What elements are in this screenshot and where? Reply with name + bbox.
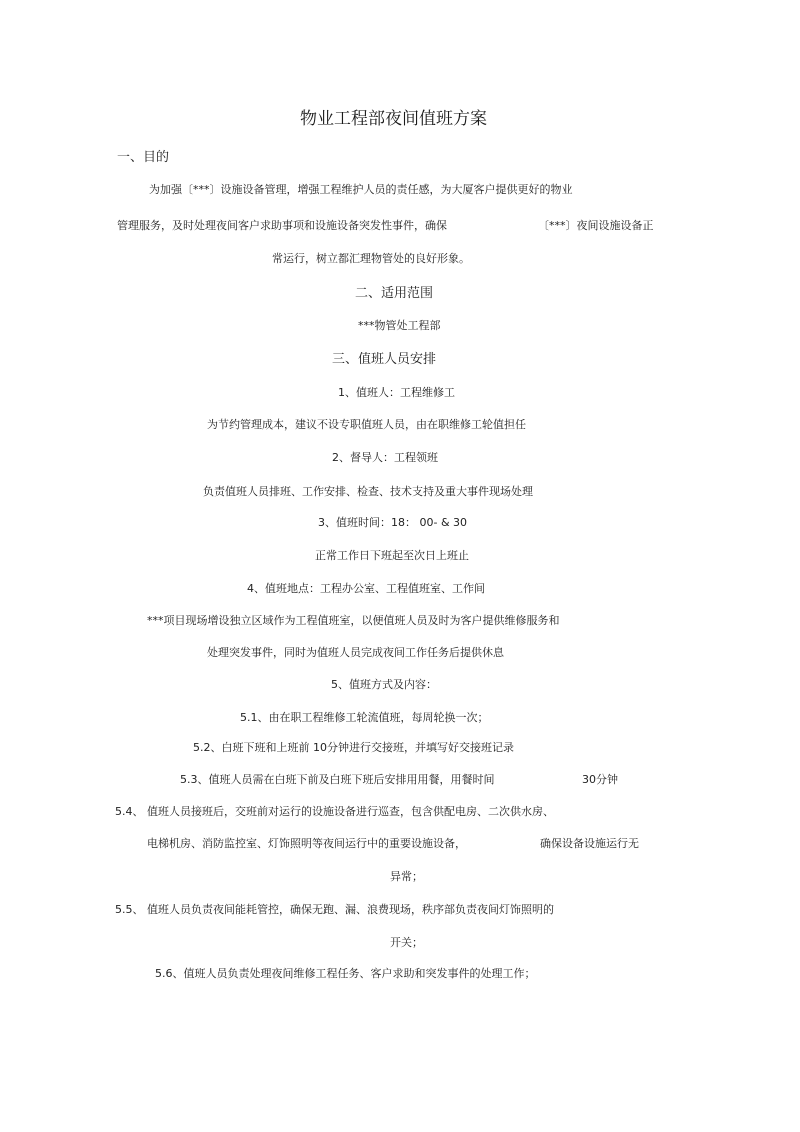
item-2-text: 负责值班人员排班、工作安排、检查、技术支持及重大事件现场处理 — [203, 485, 533, 498]
item-3-text: 正常工作日下班起至次日上班止 — [315, 549, 469, 562]
item-5-4d: 异常； — [390, 870, 423, 883]
item-3-title: 3、值班时间：18： 00- & 30 — [318, 516, 468, 529]
section-1-line-1: 为加强〔***〕设施设备管理，增强工程维护人员的责任感，为大厦客户提供更好的物业 — [149, 183, 573, 196]
item-5-2: 5.2、白班下班和上班前 10分钟进行交接班，并填写好交接班记录 — [193, 741, 514, 754]
item-5-3b: 30分钟 — [582, 773, 618, 786]
item-1-text: 为节约管理成本，建议不设专职值班人员，由在职维修工轮值担任 — [207, 418, 526, 431]
section-1-line-2b: 〔***〕夜间设施设备正 — [538, 219, 654, 232]
item-2-title: 2、督导人：工程领班 — [332, 451, 438, 464]
item-5-5-number: 5.5、 — [115, 903, 144, 916]
section-1-heading: 一、目的 — [117, 150, 170, 165]
section-2-heading: 二、适用范围 — [355, 286, 434, 301]
item-5-5a: 值班人员负责夜间能耗管控，确保无跑、漏、浪费现场，秩序部负责夜间灯饰照明的 — [147, 903, 554, 916]
item-5-3a: 5.3、值班人员需在白班下前及白班下班后安排用用餐，用餐时间 — [180, 773, 495, 786]
item-4-title: 4、值班地点：工程办公室、工程值班室、工作间 — [247, 582, 485, 595]
item-5-4-number: 5.4、 — [115, 805, 144, 818]
section-3-heading: 三、值班人员安排 — [332, 352, 437, 367]
item-5-1: 5.1、由在职工程维修工轮流值班，每周轮换一次； — [240, 711, 489, 724]
item-5-4c: 确保设备设施运行无 — [540, 837, 639, 850]
item-5-5b: 开关； — [390, 936, 423, 949]
section-1-line-3: 常运行，树立都汇理物管处的良好形象。 — [272, 252, 470, 265]
section-1-line-2a: 管理服务，及时处理夜间客户求助事项和设施设备突发性事件，确保 — [117, 219, 447, 232]
item-5-6: 5.6、值班人员负责处理夜间维修工程任务、客户求助和突发事件的处理工作； — [155, 967, 536, 980]
page-title: 物业工程部夜间值班方案 — [300, 109, 487, 129]
item-4-text-1: ***项目现场增设独立区域作为工程值班室，以便值班人员及时为客户提供维修服务和 — [147, 614, 560, 627]
item-1-title: 1、值班人：工程维修工 — [338, 386, 455, 399]
item-5-4a: 值班人员接班后，交班前对运行的设施设备进行巡查，包含供配电房、二次供水房、 — [147, 805, 554, 818]
item-5-4b: 电梯机房、消防监控室、灯饰照明等夜间运行中的重要设施设备， — [147, 837, 466, 850]
item-5-title: 5、值班方式及内容： — [331, 678, 437, 691]
item-4-text-2: 处理突发事件，同时为值班人员完成夜间工作任务后提供休息 — [207, 646, 504, 659]
section-2-line-1: ***物管处工程部 — [358, 319, 441, 332]
